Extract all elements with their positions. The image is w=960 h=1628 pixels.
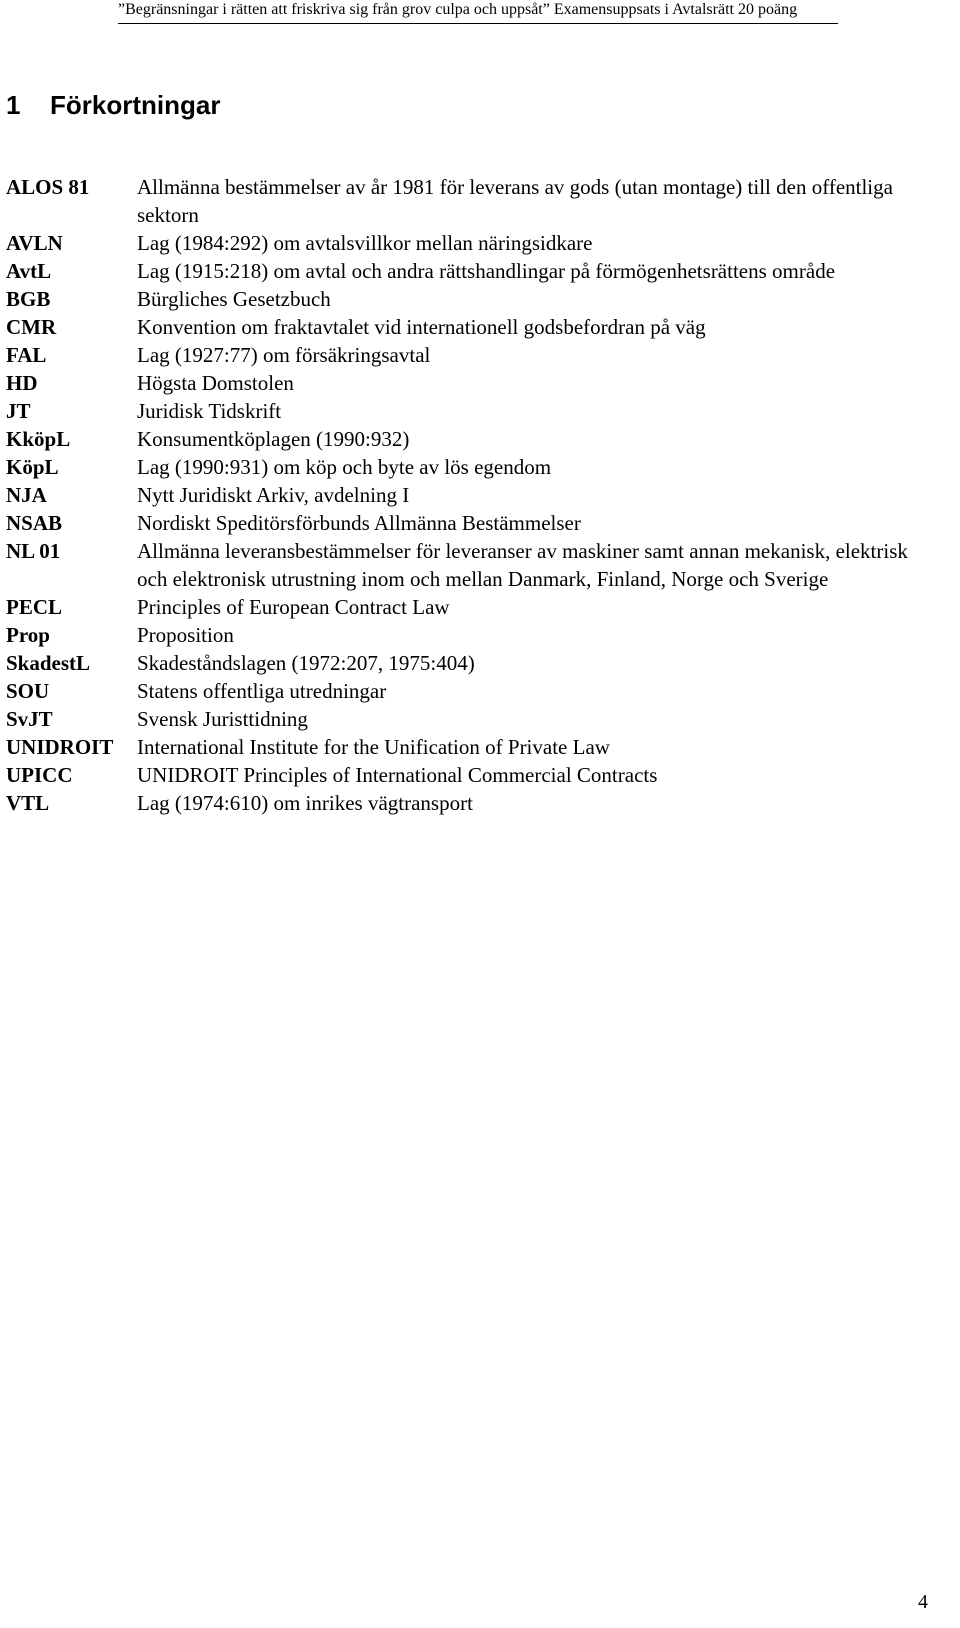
abbreviation-definition: Proposition [137,623,234,647]
abbreviation-row [6,593,936,621]
abbreviation-definition: Allmänna leveransbestämmelser för leveranser av maskiner samt annan mekanisk, elektrisk och elektronisk utrustning inom och mellan Danmark, Finland, Norge och Sverige [137,539,908,591]
abbreviation-row [6,537,936,593]
abbreviation-definition: Skadeståndslagen (1972:207, 1975:404) [137,651,475,675]
abbreviation-definition: Nordiskt Speditörsförbunds Allmänna Bestämmelser [137,511,581,535]
abbreviation-term: AVLN [6,231,63,255]
abbreviation-row [6,509,936,537]
abbreviation-term: UPICC [6,763,73,787]
abbreviation-definition: Konsumentköplagen (1990:932) [137,427,410,451]
abbreviation-term: NSAB [6,511,63,535]
abbreviation-term: JT [6,399,31,423]
page-number: 4 [918,1591,928,1613]
abbreviation-definition: Juridisk Tidskrift [137,399,282,423]
abbreviation-term: Prop [6,623,50,647]
abbreviation-term: FAL [6,343,47,367]
abbreviation-definition: Allmänna bestämmelser av år 1981 för leverans av gods (utan montage) till den offentliga sektorn [137,175,893,227]
abbreviation-definition: Lag (1974:610) om inrikes vägtransport [137,791,473,815]
abbreviation-term: KköpL [6,427,71,451]
abbreviation-row [6,705,936,733]
abbreviation-list [6,173,936,817]
abbreviation-definition: Lag (1927:77) om försäkringsavtal [137,343,431,367]
abbreviation-term: HD [6,371,38,395]
abbreviation-definition: Lag (1990:931) om köp och byte av lös egendom [137,455,552,479]
abbreviation-row [6,677,936,705]
abbreviation-row [6,481,936,509]
abbreviation-definition: Konvention om fraktavtalet vid internationell godsbefordran på väg [137,315,706,339]
abbreviation-definition: Högsta Domstolen [137,371,294,395]
abbreviation-definition: Bürgliches Gesetzbuch [137,287,331,311]
abbreviation-term: BGB [6,287,51,311]
section-title: Förkortningar [50,90,221,120]
abbreviation-row [6,173,936,229]
abbreviation-definition: Principles of European Contract Law [137,595,450,619]
abbreviation-term: SOU [6,679,50,703]
abbreviation-definition: International Institute for the Unification of Private Law [137,735,610,759]
abbreviation-row [6,453,936,481]
abbreviation-row [6,229,936,257]
abbreviation-term: ALOS 81 [6,175,90,199]
abbreviation-row [6,621,936,649]
abbreviation-row [6,257,936,285]
abbreviation-term: NL 01 [6,539,61,563]
abbreviation-row [6,789,936,817]
abbreviation-term: AvtL [6,259,52,283]
abbreviation-term: PECL [6,595,63,619]
abbreviation-definition: Svensk Juristtidning [137,707,308,731]
abbreviation-row [6,285,936,313]
abbreviation-row [6,313,936,341]
abbreviation-definition: Statens offentliga utredningar [137,679,387,703]
abbreviation-term: UNIDROIT [6,735,114,759]
abbreviation-row [6,649,936,677]
running-header: ”Begränsningar i rätten att friskriva sig från grov culpa och uppsåt” Examensuppsats i Avtalsrätt 20 poäng [118,0,838,24]
section-number: 1 [6,90,21,120]
abbreviation-definition: Lag (1915:218) om avtal och andra rättshandlingar på förmögenhetsrättens område [137,259,836,283]
abbreviation-term: VTL [6,791,50,815]
abbreviation-definition: Lag (1984:292) om avtalsvillkor mellan näringsidkare [137,231,593,255]
abbreviation-definition: UNIDROIT Principles of International Commercial Contracts [137,763,658,787]
abbreviation-term: KöpL [6,455,59,479]
section-heading [6,88,220,122]
abbreviation-row [6,425,936,453]
abbreviation-term: SvJT [6,707,53,731]
abbreviation-definition: Nytt Juridiskt Arkiv, avdelning I [137,483,410,507]
abbreviation-row [6,397,936,425]
abbreviation-row [6,369,936,397]
abbreviation-row [6,341,936,369]
abbreviation-row [6,733,936,761]
abbreviation-term: NJA [6,483,47,507]
abbreviation-term: CMR [6,315,57,339]
abbreviation-row [6,761,936,789]
abbreviation-term: SkadestL [6,651,91,675]
